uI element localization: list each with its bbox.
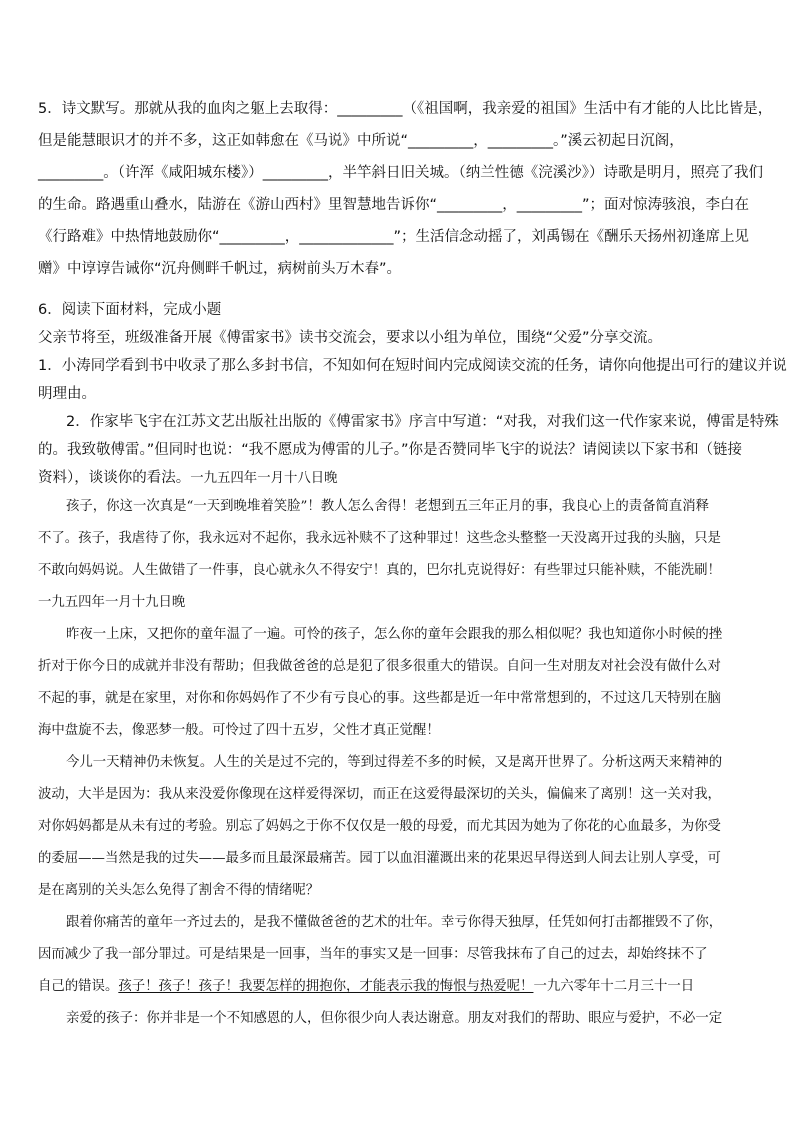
q6-sub2-line: 2．作家毕飞宇在江苏文艺出版社出版的《傅雷家书》序言中写道：“对我，对我们这一代作家来说，傅雷是特殊: [66, 414, 779, 430]
q6-sub2-line: 的。我致敬傅雷。”但同时也说：“我不愿成为傅雷的儿子。”你是否赞同毕飞宇的说法？请阅读以下家书和（链接: [38, 442, 743, 458]
q5-line: _________。（许浑《咸阳城东楼》）_________，半竿斜日旧关城。（纳兰性德《浣溪沙》）诗歌是明月，照亮了我们: [38, 165, 763, 181]
question-6: [38, 299, 787, 490]
q5-line: 5．诗文默写。那就从我的血肉之躯上去取得：_________（《祖国啊，我亲爱的祖国》生活中有才能的人比比皆是，: [38, 101, 773, 117]
letter-line: [38, 976, 758, 998]
q6-heading: 6．阅读下面材料，完成小题: [38, 302, 222, 318]
underlined-passage: 孩子！孩子！孩子！我要怎样的拥抱你，才能表示我的悔恨与热爱呢！: [118, 979, 534, 994]
letter-line: 孩子，你这一次真是“一天到晚堆着笑脸”！教人怎么舍得！老想到五三年正月的事，我良心上的责备简直消释: [66, 499, 710, 514]
letter-line: 跟着你痛苦的童年一齐过去的，是我不懂做爸爸的艺术的壮年。幸亏你得天独厚，任凭如何打击都摧毁不了你，: [66, 915, 723, 930]
letter-line: 因而减少了我一部分罪过。可是结果是一回事，当年的事实又是一回事：尽管我抹布了自己的过去，却始终抹不了: [38, 947, 708, 962]
letter-line: 不敢向妈妈说。人生做错了一件事，良心就永久不得安宁！真的，巴尔扎克说得好：有些罪过只能补赎，不能洗刷！: [38, 563, 721, 578]
q5-line: 赠》中谆谆告诫你“沉舟侧畔千帆过，病树前头万木春”。: [38, 261, 402, 277]
question-5: [38, 98, 773, 280]
letter-line: 折对于你今日的成就并非没有帮助；但我做爸爸的总是犯了很多很重大的错误。自问一生对朋友对社会没有做什么对: [38, 659, 721, 674]
q6-intro: 父亲节将至，班级准备开展《傅雷家书》读书交流会，要求以小组为单位，围绕“父爱”分享交流。: [38, 330, 663, 346]
letter-line: 昨夜一上床，又把你的童年温了一遍。可怜的孩子，怎么你的童年会跟我的那么相似呢？我也知道你小时候的挫: [66, 627, 723, 642]
letter-line: 海中盘旋不去，像恶梦一般。可怜过了四十五岁，父性才真正觉醒！: [38, 723, 440, 738]
q5-line: 但是能慧眼识才的并不多，这正如韩愈在《马说》中所说“_________，_________。”溪云初起日沉阁，: [38, 133, 684, 149]
letter-date: 一九五四年一月十九日晚: [38, 595, 186, 610]
q6-sub2-text: 资料），谈谈你的看法。: [38, 470, 191, 486]
q6-sub2-line: [38, 467, 758, 490]
letter-line: 的委屈——当然是我的过失——最多而且最深最痛苦。园丁以血泪灌溉出来的花果迟早得送到人间去让别人享受，可: [38, 851, 721, 866]
letter-line: 是在离别的关头怎么免得了割舍不得的情绪呢？: [38, 883, 320, 898]
letter-text: 自己的错误。: [38, 979, 119, 994]
letter-date: 一九六零年十二月三十一日: [533, 979, 695, 994]
letter-line: 今儿一天精神仍未恢复。人生的关是过不完的，等到过得差不多的时候，又是离开世界了。分析这两天来精神的: [66, 755, 723, 770]
letter-excerpts: [38, 496, 758, 1030]
document-page: [38, 98, 787, 1040]
letter-date: 一九五四年一月十八日晚: [190, 471, 338, 486]
q5-line: 《行路难》中热情地鼓励你“_________，_____________”；生活信念动摇了，刘禹锡在《酬乐天扬州初逢席上见: [38, 229, 750, 245]
q6-sub1-line: 明理由。: [38, 386, 96, 402]
q6-sub1-line: 1．小涛同学看到书中收录了那么多封书信，不知如何在短时间内完成阅读交流的任务，请你向他提出可行的建议并说: [38, 358, 787, 374]
letter-line: 不了。孩子，我虐待了你，我永远对不起你，我永远补赎不了这种罪过！这些念头整整一天没离开过我的头脑，只是: [38, 531, 721, 546]
letter-line: 对你妈妈都是从未有过的考验。别忘了妈妈之于你不仅仅是一般的母爱，而尤其因为她为了你花的心血最多，为你受: [38, 819, 721, 834]
q5-line: 的生命。路遇重山叠水，陆游在《游山西村》里智慧地告诉你“_________，_________”；面对惊涛骇浪，李白在: [38, 197, 750, 213]
letter-line: 亲爱的孩子：你并非是一个不知感恩的人，但你很少向人表达谢意。朋友对我们的帮助、眼应与爱护，不必一定: [66, 1011, 723, 1026]
letter-line: 不起的事，就是在家里，对你和你妈妈作了不少有亏良心的事。这些都是近一年中常常想到的，不过这几天特别在脑: [38, 691, 721, 706]
letter-line: 波动，大半是因为：我从来没爱你像现在这样爱得深切，而正在这爱得最深切的关头，偏偏来了离别！这一关对我，: [38, 787, 721, 802]
